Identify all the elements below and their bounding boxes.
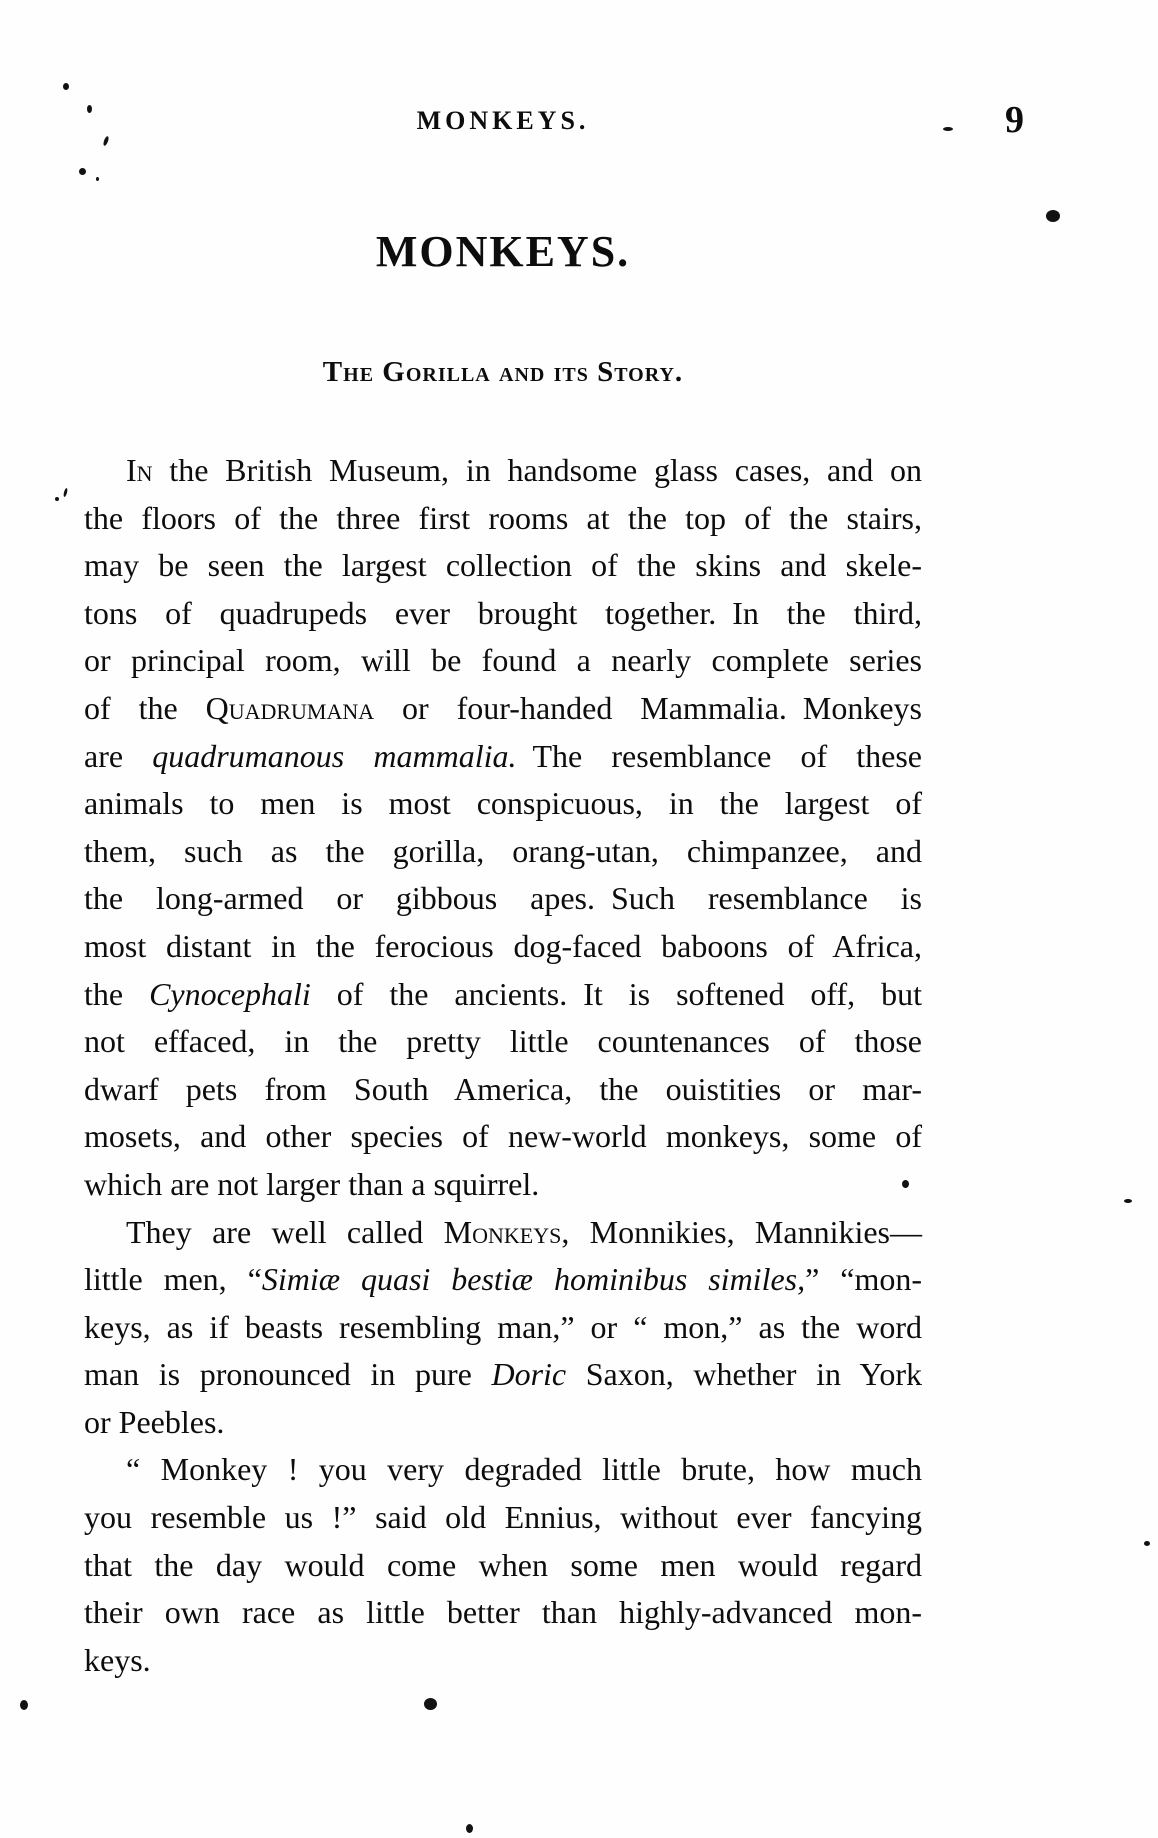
ink-speck [466,1824,473,1833]
text-segment: the floors of the three first rooms at the top of the stairs, [84,499,922,536]
text-line [84,495,922,543]
text-line [84,447,922,495]
text-line [84,685,922,733]
ink-speck [1124,1199,1132,1203]
text-line [84,1637,922,1685]
text-line [84,1589,922,1637]
text-segment: most distant in the ferocious dog-faced baboons of Africa, [84,927,922,964]
ink-speck [63,83,69,90]
ink-speck [20,1700,28,1710]
text-segment: of the ancients. It is softened off, but [310,975,923,1012]
text-segment: ” “mon- [805,1261,923,1298]
paragraph [84,447,922,1209]
text-segment: mosets, and other species of new-world monkeys, some of [84,1118,922,1155]
ink-speck [1046,210,1060,222]
text-segment: dwarf pets from South America, the ouistities or mar- [84,1070,922,1107]
ink-speck [1144,1541,1150,1546]
text-segment: little men, “ [84,1261,262,1298]
text-line [84,733,922,781]
text-line [84,590,922,638]
ink-speck [943,127,953,131]
text-segment: They are well called [126,1213,444,1250]
text-segment: animals to men is most conspicuous, in the largest of [84,785,922,822]
ink-speck [424,1698,437,1710]
text-segment: Simiæ quasi bestiæ hominibus similes, [261,1261,806,1298]
paragraph [84,1209,922,1447]
text-segment: Doric [491,1356,567,1393]
text-line [84,875,922,923]
text-line [84,1066,922,1114]
text-segment: tons of quadrupeds ever brought together. In the third, [84,594,922,631]
text-line [84,1542,922,1590]
text-segment: keys, as if beasts resembling man,” or “ mon,” as the word [84,1308,922,1345]
text-segment: you resemble us !” said old Ennius, without ever fancying [84,1499,922,1536]
ink-speck [63,488,68,497]
text-line [84,1399,922,1447]
text-segment: the long-armed or gibbous apes. Such resemblance is [84,880,922,917]
text-line [84,1351,922,1399]
text-segment: , Monnikies, Mannikies— [561,1213,923,1250]
text-segment: the British Museum, in handsome glass cases, and on [152,452,922,488]
text-segment: them, such as the gorilla, orang-utan, chimpanzee, and [84,832,922,869]
text-segment: may be seen the largest collection of the skins and skele- [84,547,922,584]
text-line [84,1113,922,1161]
ink-speck [102,136,109,147]
text-segment: not effaced, in the pretty little countenances of those [84,1023,922,1060]
text-segment: Quadrumana [205,689,375,726]
text-line [84,1018,922,1066]
text-segment: or principal room, will be found a nearly complete series [84,642,922,679]
text-segment: of the [84,689,206,726]
page-number: 9 [1005,99,1024,141]
ink-speck [79,168,86,175]
text-line [84,828,922,876]
text-segment: that the day would come when some men would regard [84,1546,922,1583]
page-body [84,447,922,1684]
text-segment: The resemblance of these [516,737,923,774]
ink-speck [96,177,99,181]
text-segment: which are not larger than a squirrel. [84,1165,540,1202]
paragraph [84,1446,922,1684]
ink-speck [902,1180,909,1188]
text-line [84,971,922,1019]
text-segment: “ Monkey ! you very degraded little brute, how much [126,1451,922,1488]
ink-speck [87,105,92,113]
text-segment: or four-handed Mammalia. Monkeys [374,689,923,726]
text-segment: quadrumanous mammalia. [152,737,517,774]
text-line [84,637,922,685]
text-segment: man is pronounced in pure [84,1356,492,1393]
text-line [84,1446,922,1494]
text-segment: keys. [84,1641,151,1678]
text-line [84,923,922,971]
chapter-title: MONKEYS. [375,227,631,276]
text-line [84,542,922,590]
text-segment: In [126,452,153,488]
ink-speck [55,497,59,501]
text-line [84,1209,922,1257]
text-line [84,1304,922,1352]
text-line [84,780,922,828]
text-line [84,1256,922,1304]
text-segment: their own race as little better than highly-advanced mon- [84,1594,922,1631]
text-segment: Saxon, whether in York [566,1356,922,1393]
text-segment: Cynocephali [149,975,311,1012]
chapter-subtitle: The Gorilla and its Story. [322,356,684,388]
text-segment: are [84,737,153,774]
text-line [84,1494,922,1542]
text-segment: the [84,975,150,1012]
text-line [84,1161,922,1209]
text-segment: Monkeys [443,1213,562,1250]
running-head: MONKEYS. [416,106,590,135]
text-segment: or Peebles. [84,1403,225,1440]
